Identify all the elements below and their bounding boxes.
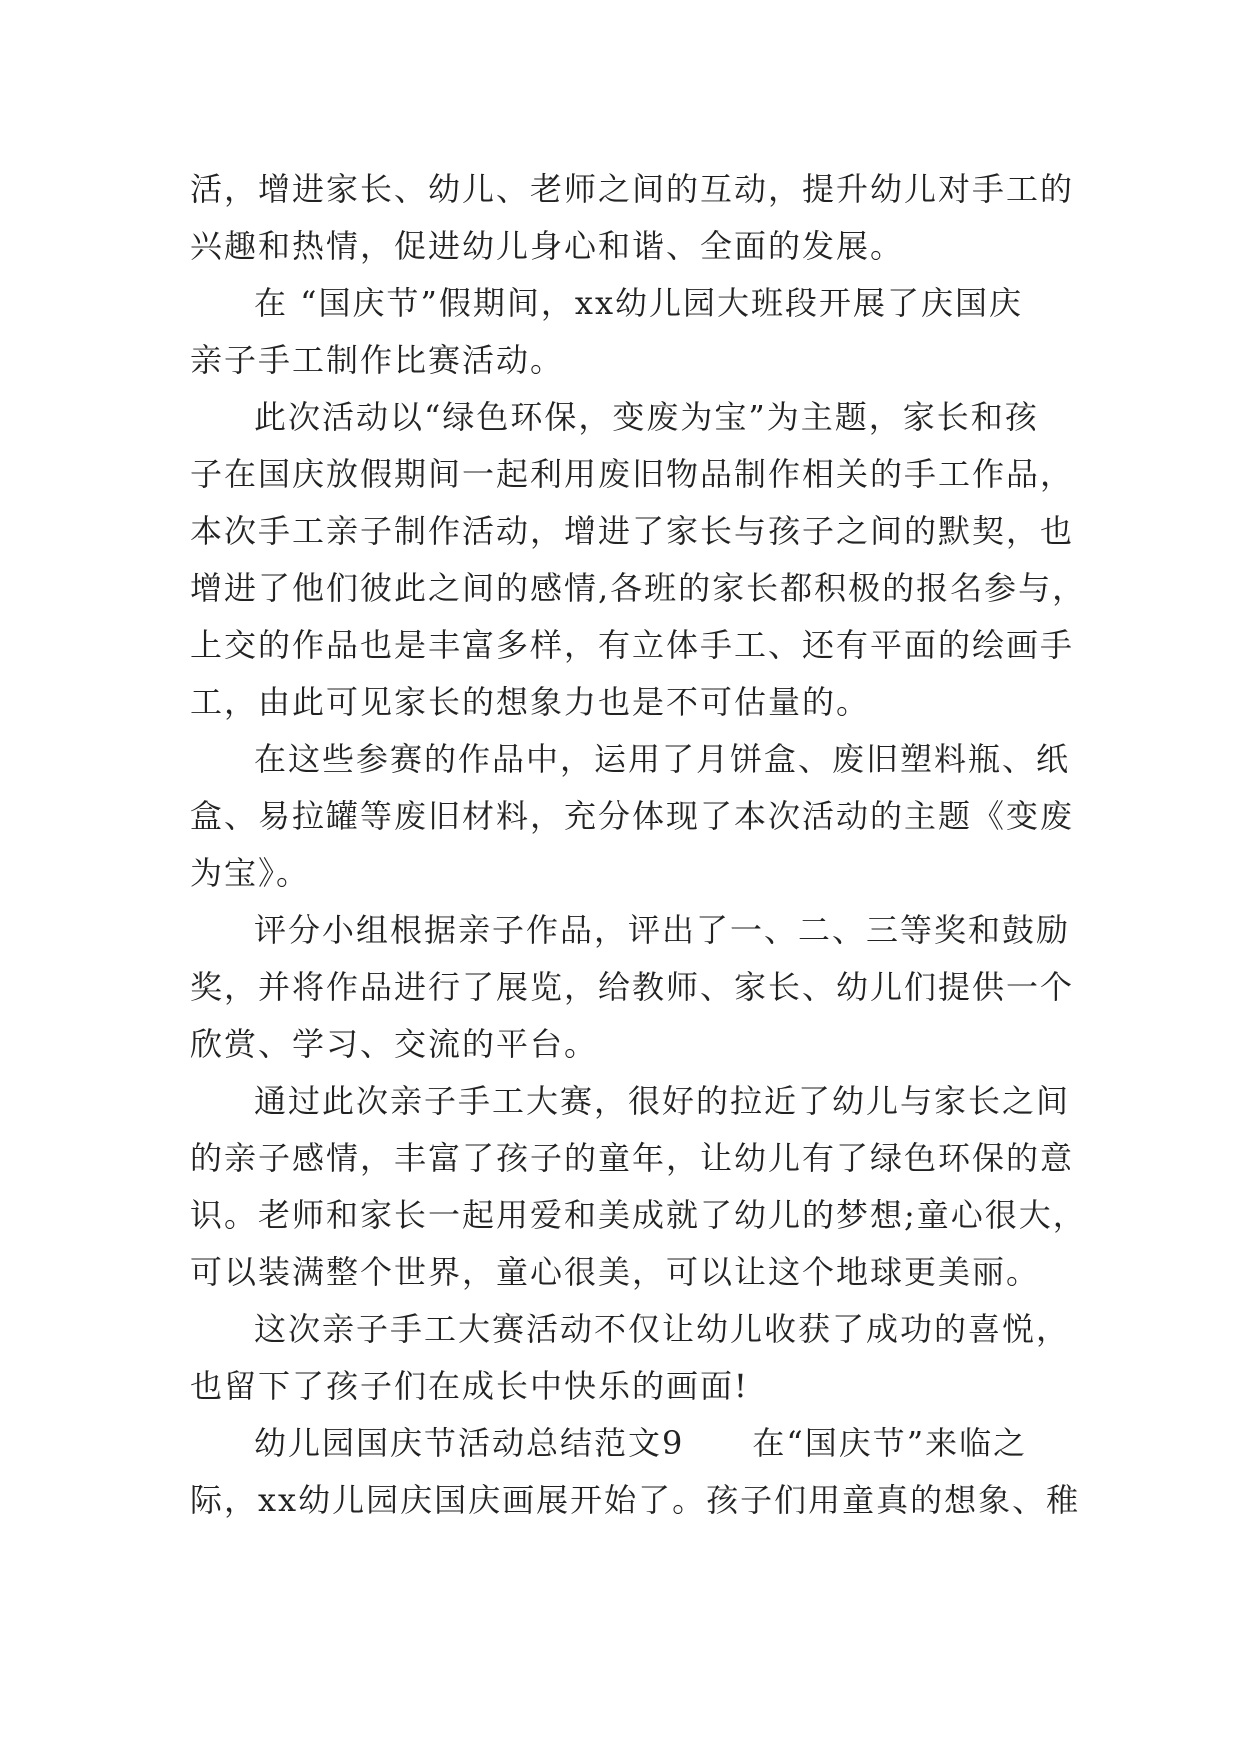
paragraph-line: 奖，并将作品进行了展览，给教师、家长、幼儿们提供一个 (190, 968, 1075, 1006)
paragraph-first-line: 通过此次亲子手工大赛，很好的拉近了幼儿与家长之间 (254, 1082, 1071, 1120)
paragraph-first-line: 在这些参赛的作品中，运用了月饼盒、废旧塑料瓶、纸 (254, 740, 1071, 778)
paragraph-line: 为宝》。 (190, 854, 311, 892)
paragraph-line: 的亲子感情，丰富了孩子的童年，让幼儿有了绿色环保的意 (190, 1139, 1075, 1177)
paragraph-line: 盒、易拉罐等废旧材料，充分体现了本次活动的主题《变废 (190, 797, 1075, 835)
paragraph-first-line: 此次活动以“绿色环保，变废为宝”为主题，家长和孩 (254, 398, 1039, 436)
paragraph-line: 亲子手工制作比赛活动。 (190, 341, 565, 379)
paragraph-line: 本次手工亲子制作活动，增进了家长与孩子之间的默契，也 (190, 512, 1075, 550)
paragraph-line: 子在国庆放假期间一起利用废旧物品制作相关的手工作品， (190, 455, 1075, 493)
paragraph-first-line: 这次亲子手工大赛活动不仅让幼儿收获了成功的喜悦， (254, 1310, 1071, 1348)
paragraph-line: 欣赏、学习、交流的平台。 (190, 1025, 599, 1063)
paragraph-line: 也留下了孩子们在成长中快乐的画面! (190, 1367, 749, 1405)
paragraph-line: 活，增进家长、幼儿、老师之间的互动，提升幼儿对手工的 (190, 170, 1075, 208)
paragraph-line: 增进了他们彼此之间的感情,各班的家长都积极的报名参与， (190, 569, 1087, 607)
paragraph-line: 可以装满整个世界，童心很美，可以让这个地球更美丽。 (190, 1253, 1041, 1291)
paragraph-line: 兴趣和热情，促进幼儿身心和谐、全面的发展。 (190, 227, 905, 265)
paragraph-first-line: 评分小组根据亲子作品，评出了一、二、三等奖和鼓励 (254, 911, 1071, 949)
paragraph-line: 上交的作品也是丰富多样，有立体手工、还有平面的绘画手 (190, 626, 1075, 664)
paragraph-line: 工，由此可见家长的想象力也是不可估量的。 (190, 683, 871, 721)
paragraph-line: 识。老师和家长一起用爱和美成就了幼儿的梦想;童心很大， (190, 1196, 1087, 1234)
paragraph-first-line: 在 “国庆节”假期间，xx幼儿园大班段开展了庆国庆 (254, 284, 1023, 322)
paragraph-first-line: 幼儿园国庆节活动总结范文9 在“国庆节”来临之 (254, 1424, 1028, 1462)
paragraph-line: 际，xx幼儿园庆国庆画展开始了。孩子们用童真的想象、稚 (190, 1481, 1081, 1519)
document-body (190, 161, 1087, 1529)
